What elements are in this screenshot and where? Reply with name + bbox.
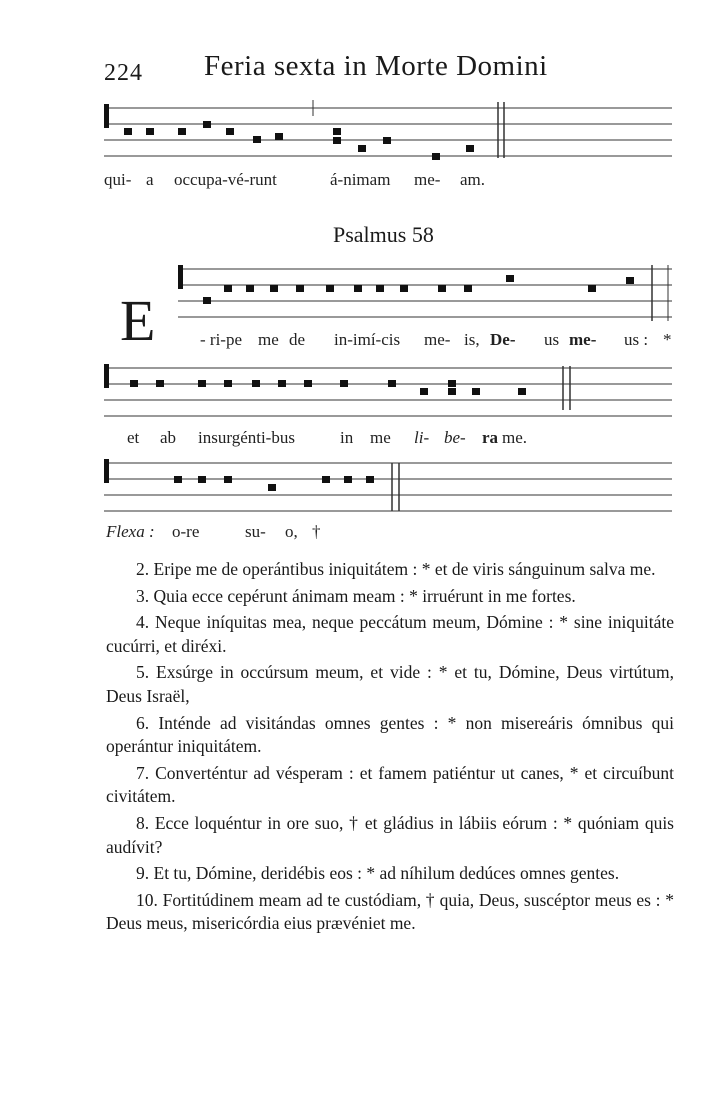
lyric-syllable: ra — [482, 428, 499, 447]
lyric-syllable: li- — [414, 428, 430, 447]
clef-icon — [104, 459, 109, 483]
lyric-syllable: am. — [460, 170, 486, 189]
lyric-syllable: o-re — [172, 522, 200, 541]
lyric-syllable: De- — [490, 330, 516, 349]
lyric-syllable: et — [127, 428, 140, 447]
lyric-syllable: me- — [414, 170, 441, 189]
verse-3: 3. Quia ecce cepérunt ánimam meam : * irruérunt in me fortes. — [136, 585, 576, 606]
lyric-syllable: insurgénti-bus — [198, 428, 295, 447]
verse-5: 5. Exsúrge in occúrsum meum, et vide : * et tu, Dómine, Deus virtútum, Deus Israël, — [106, 662, 674, 706]
psalm-verses — [106, 558, 674, 939]
lyric-syllable: me- — [424, 330, 451, 349]
lyric-syllable: su- — [245, 522, 266, 541]
initial-letter: E — [120, 288, 156, 353]
lyric-syllable: me — [258, 330, 279, 349]
verse-7: 7. Converténtur ad vésperam : et famem patiéntur ut canes, * et circuíbunt civitátem. — [106, 762, 675, 807]
verse-2: 2. Eripe me de operántibus iniquitátem : * et de viris sánguinum salva me. — [136, 559, 656, 579]
lyric-syllable: me. — [502, 428, 528, 447]
lyric-syllable: de — [289, 330, 306, 349]
page-title: Feria sexta in Morte Domini — [204, 50, 548, 82]
lyric-syllable: in — [340, 428, 354, 447]
verse-6: 6. Inténde ad visitándas omnes gentes : * non misereáris ómnibus qui operántur iniquitátem. — [106, 712, 674, 757]
asterisk-mark: * — [663, 330, 672, 349]
verse-10: 10. Fortitúdinem meam ad te custódiam, † quia, Deus, suscéptor meus es : * Deus meus, misericórdia eius prævéniet me. — [106, 889, 675, 934]
verse-4: 4. Neque iníquitas mea, neque peccátum meum, Dómine : * sine iniquitáte cucúrri, et diréxi. — [106, 612, 674, 656]
page-number: 224 — [104, 60, 143, 86]
lyric-syllable: me — [370, 428, 391, 447]
lyric-syllable: a — [146, 170, 154, 189]
lyric-syllable: occupa-vé-runt — [174, 170, 277, 189]
lyric-syllable: - ri-pe — [200, 330, 243, 349]
flexa-label: Flexa : — [106, 522, 155, 541]
psalm-heading: Psalmus 58 — [333, 222, 434, 247]
lyric-syllable: ab — [160, 428, 177, 447]
verse-8: 8. Ecce loquéntur in ore suo, † et gládius in lábiis eórum : * quóniam quis audívit? — [106, 812, 674, 857]
lyric-syllable: us : — [624, 330, 649, 349]
lyric-syllable: me- — [569, 330, 597, 349]
lyric-syllable: is, — [464, 330, 480, 349]
lyric-syllable: in-imí-cis — [334, 330, 401, 349]
lyric-syllable: á-nimam — [330, 170, 391, 189]
lyric-syllable: us — [544, 330, 560, 349]
chant-staff-4 — [0, 0, 709, 520]
lyric-syllable: be- — [444, 428, 466, 447]
cross-mark: † — [312, 522, 321, 541]
lyric-syllable: qui- — [104, 170, 132, 189]
verse-9: 9. Et tu, Dómine, deridébis eos : * ad níhilum dedúces omnes gentes. — [136, 863, 620, 884]
lyric-syllable: o, — [285, 522, 298, 541]
